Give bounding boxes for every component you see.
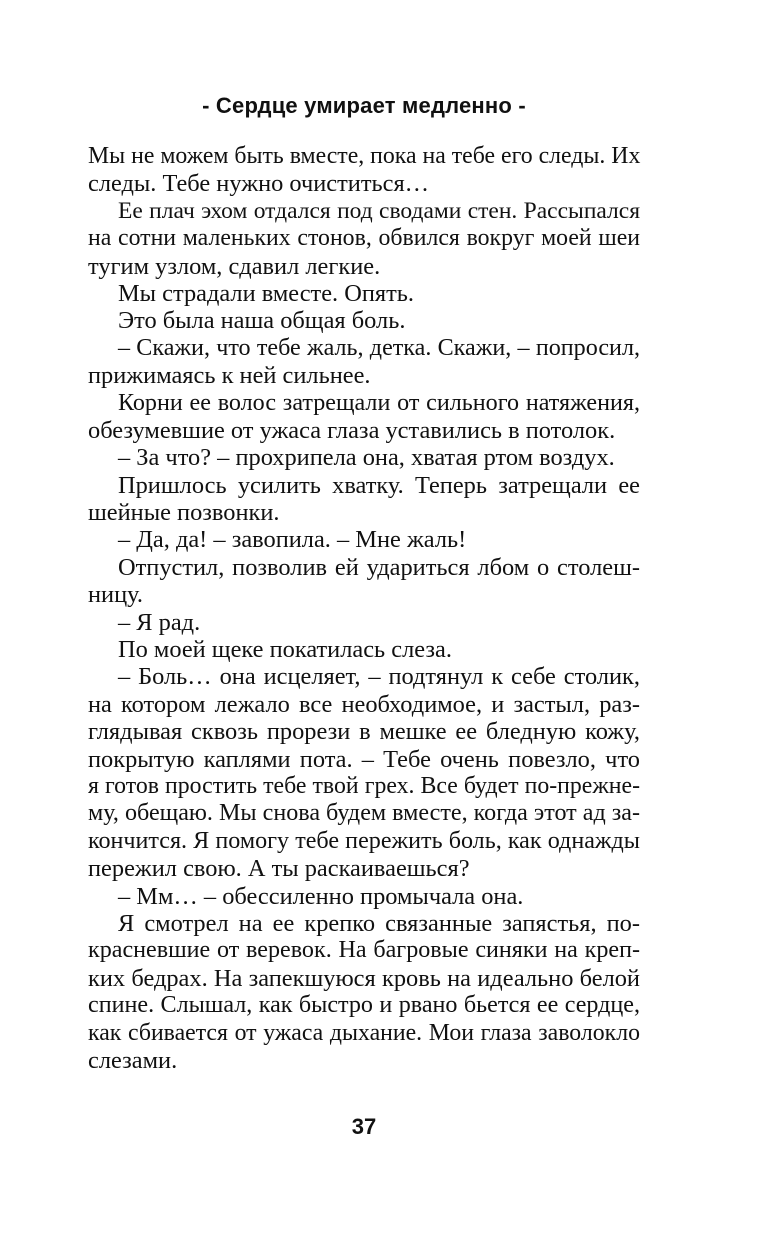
text-line: красневшие от веревок. На багровые синяки на креп- xyxy=(88,937,640,964)
running-header: - Сердце умирает медленно - xyxy=(202,93,526,118)
text-line: кончится. Я помогу тебе пережить боль, как однажды xyxy=(88,827,640,854)
text-line: Это была наша общая боль. xyxy=(118,307,406,335)
text-line: как сбивается от ужаса дыхание. Мои глаза заволокло xyxy=(88,1019,640,1046)
text-line: му, обещаю. Мы снова будем вместе, когда этот ад за- xyxy=(88,800,640,827)
text-line: на сотни маленьких стонов, обвился вокруг моей шеи xyxy=(88,225,640,252)
text-line: – Скажи, что тебе жаль, детка. Скажи, – попросил, xyxy=(118,334,640,361)
text-line: обезумевшие от ужаса глаза уставились в потолок. xyxy=(88,416,616,444)
text-line: ких бедрах. На запекшуюся кровь на идеально белой xyxy=(88,964,640,992)
text-line: покрытую каплями пота. – Тебе очень повезло, что xyxy=(88,745,640,773)
text-line: По моей щеке покатилась слеза. xyxy=(118,636,452,664)
text-line: спине. Слышал, как быстро и рвано бьется ее сердце, xyxy=(88,992,640,1019)
text-line: Я смотрел на ее крепко связанные запястья, по- xyxy=(118,909,640,937)
text-line: – Мм… – обессиленно промычала она. xyxy=(118,882,524,910)
text-line: прижимаясь к ней сильнее. xyxy=(88,362,371,390)
text-line: ницу. xyxy=(88,581,144,609)
text-line: на котором лежало все необходимое, и застыл, раз- xyxy=(88,690,640,718)
text-line: – За что? – прохрипела она, хватая ртом воздух. xyxy=(118,444,615,472)
text-line: я готов простить тебе твой грех. Все будет по-прежне- xyxy=(88,772,640,799)
text-line: следы. Тебе нужно очиститься… xyxy=(88,170,430,198)
text-line: Корни ее волос затрещали от сильного натяжения, xyxy=(118,389,640,416)
text-line: пережил свою. А ты раскаиваешься? xyxy=(88,855,470,883)
text-line: – Боль… она исцеляет, – подтянул к себе столик, xyxy=(118,663,640,691)
text-line: тугим узлом, сдавил легкие. xyxy=(88,252,381,280)
text-line: – Да, да! – завопила. – Мне жаль! xyxy=(118,526,467,554)
text-line: глядывая сквозь прорези в мешке ее бледную кожу, xyxy=(88,718,640,746)
text-line: Ее плач эхом отдался под сводами стен. Рассыпался xyxy=(118,197,640,224)
text-line: Мы страдали вместе. Опять. xyxy=(118,279,414,307)
text-line: шейные позвонки. xyxy=(88,499,280,527)
body-text xyxy=(88,143,640,1074)
text-line: Мы не можем быть вместе, пока на тебе его следы. Их xyxy=(88,143,641,169)
text-line: Отпустил, позволив ей удариться лбом о столеш- xyxy=(118,553,640,581)
text-line: – Я рад. xyxy=(118,608,201,636)
page-number: 37 xyxy=(351,1114,377,1139)
text-line: Пришлось усилить хватку. Теперь затрещали ее xyxy=(118,471,640,499)
text-line: слезами. xyxy=(88,1046,178,1074)
